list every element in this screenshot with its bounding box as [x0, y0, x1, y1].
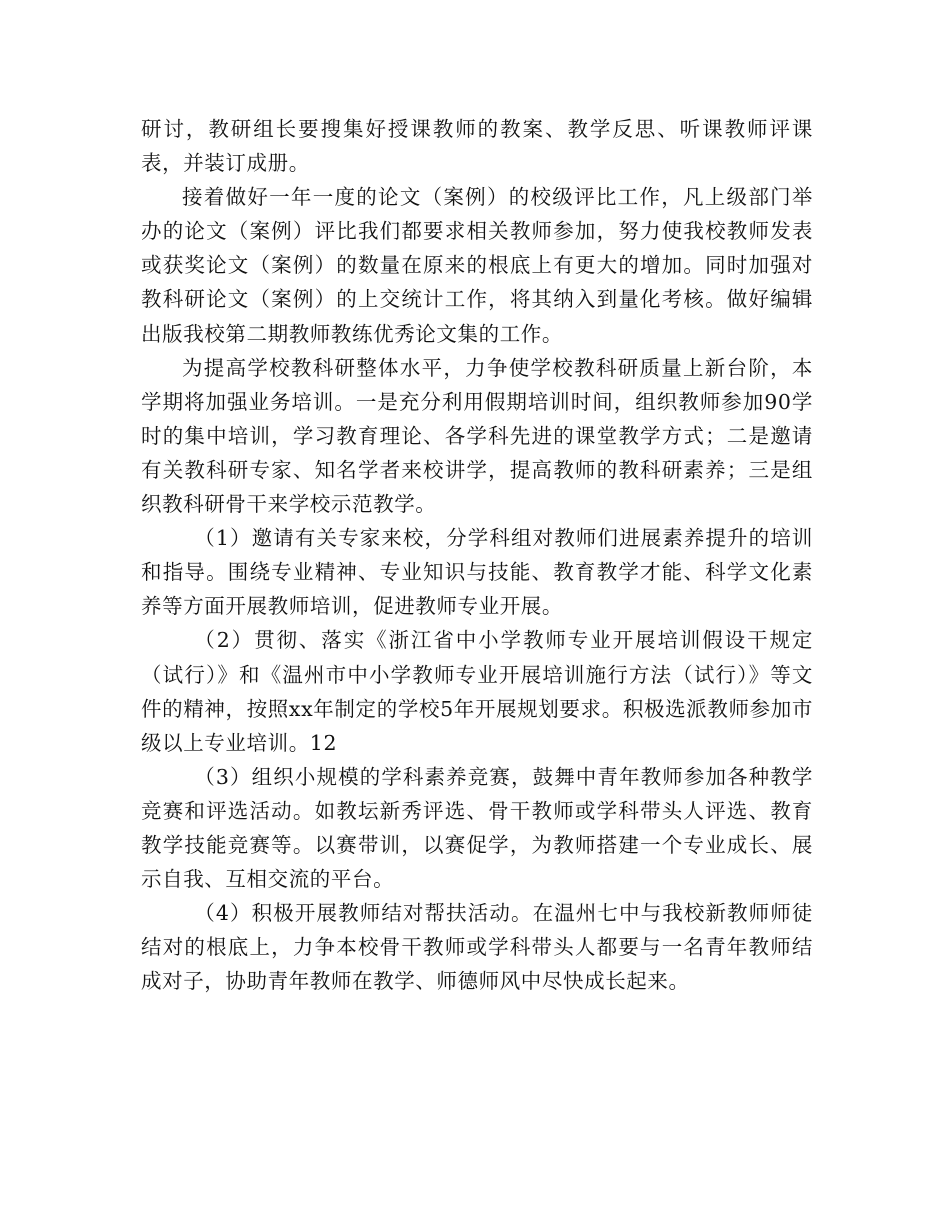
- document-body: [141, 112, 813, 998]
- paragraph-item-3: （3）组织小规模的学科素养竞赛，鼓舞中青年教师参加各种教学竞赛和评选活动。如教坛新秀评选、骨干教师或学科带头人评选、教育教学技能竞赛等。以赛带训，以赛促学，为教师搭建一个专业成长、展示自我、互相交流的平台。: [141, 764, 813, 892]
- paragraph-continuation: 研讨，教研组长要搜集好授课教师的教案、教学反思、听课教师评课表，并装订成册。: [141, 117, 813, 176]
- paragraph-item-4: （4）积极开展教师结对帮扶活动。在温州七中与我校新教师师徒结对的根底上，力争本校骨干教师或学科带头人都要与一名青年教师结成对子，协助青年教师在教学、师德师风中尽快成长起来。: [141, 901, 813, 994]
- paragraph-thesis-evaluation: 接着做好一年一度的论文（案例）的校级评比工作，凡上级部门举办的论文（案例）评比我们都要求相关教师参加，努力使我校教师发表或获奖论文（案例）的数量在原来的根底上有更大的增加。同时加强对教科研论文（案例）的上交统计工作，将其纳入到量化考核。做好编辑出版我校第二期教师教练优秀论文集的工作。: [141, 185, 813, 346]
- paragraph-business-training: 为提高学校教科研整体水平，力争使学校教科研质量上新台阶，本学期将加强业务培训。一是充分利用假期培训时间，组织教师参加90学时的集中培训，学习教育理论、各学科先进的课堂教学方式；二是邀请有关教科研专家、知名学者来校讲学，提高教师的教科研素养；三是组织教科研骨干来学校示范教学。: [141, 355, 813, 517]
- paragraph-item-2: （2）贯彻、落实《浙江省中小学教师专业开展培训假设干规定（试行）》和《温州市中小学教师专业开展培训施行方法（试行）》等文件的精神，按照xx年制定的学校5年开展规划要求。积极选派教师参加市级以上专业培训。12: [141, 628, 813, 755]
- paragraph-item-1: （1）邀请有关专家来校，分学科组对教师们进展素养提升的培训和指导。围绕专业精神、专业知识与技能、教育教学才能、科学文化素养等方面开展教师培训，促进教师专业开展。: [141, 526, 813, 619]
